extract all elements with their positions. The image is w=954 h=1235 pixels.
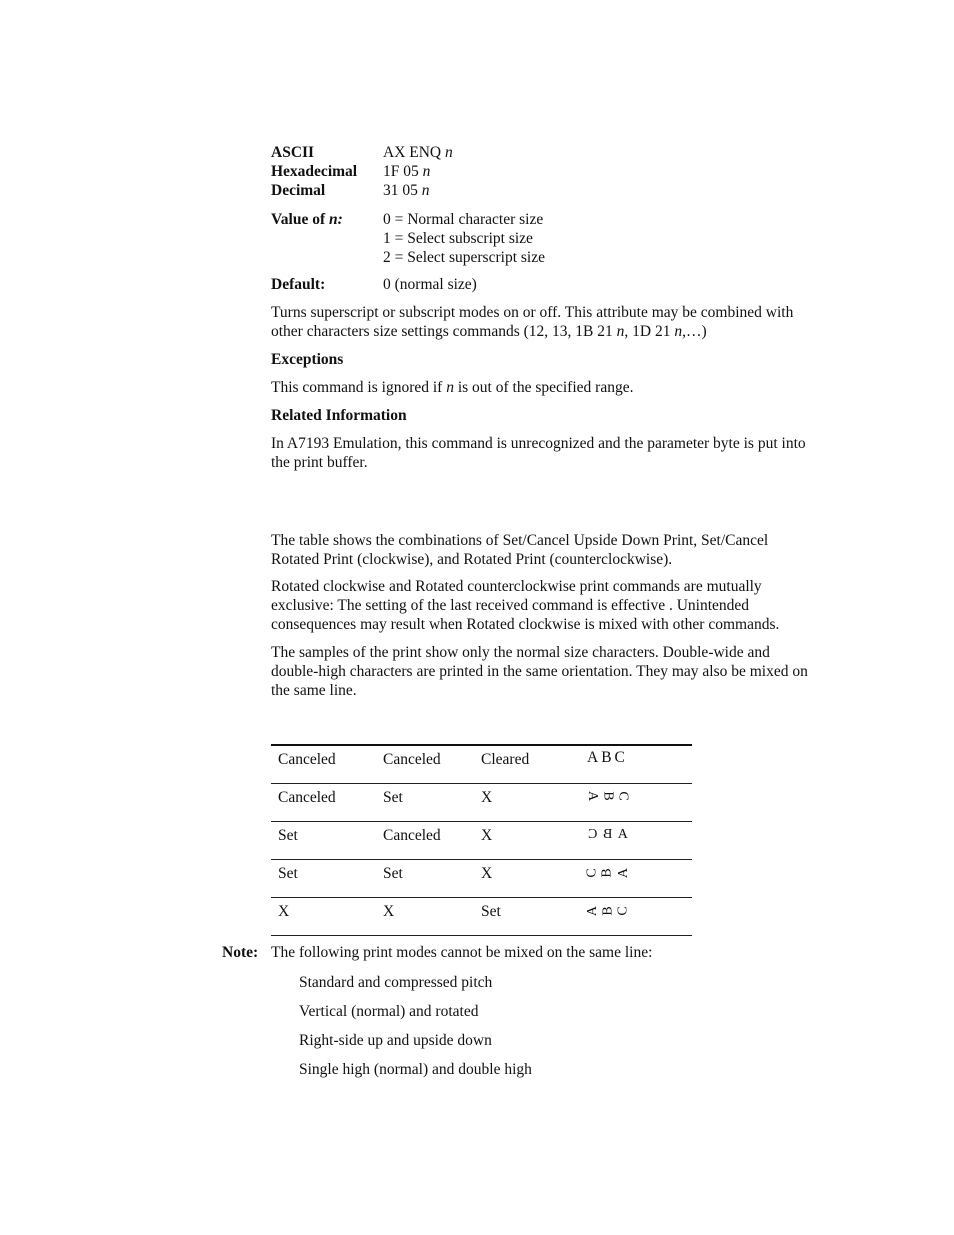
table-cell: Set xyxy=(376,784,474,822)
table-row xyxy=(271,745,692,784)
print-sample-clockwise xyxy=(580,784,692,822)
table-cell: X xyxy=(474,860,580,898)
note-item: Standard and compressed pitch xyxy=(299,974,493,991)
p1-line-2: Rotated Print (clockwise), and Rotated Print (counterclockwise). xyxy=(271,551,673,568)
table-cell: X xyxy=(474,784,580,822)
sample-char: C xyxy=(584,867,600,878)
decimal-label: Decimal xyxy=(271,182,326,199)
value-line-0: 0 = Normal character size xyxy=(383,211,544,228)
note-item: Single high (normal) and double high xyxy=(299,1061,532,1078)
table-cell: Set xyxy=(271,860,376,898)
description-line-1: Turns superscript or subscript modes on or off. This attribute may be combined with xyxy=(271,304,794,321)
rotation-paragraph-2 xyxy=(271,577,871,634)
table-row xyxy=(271,898,692,936)
table-row xyxy=(271,822,692,860)
exceptions-heading: Exceptions xyxy=(271,351,344,368)
table-cell: Canceled xyxy=(376,822,474,860)
sample-char: A xyxy=(587,749,600,766)
sample-char: C xyxy=(587,827,598,842)
note-label: Note: xyxy=(222,944,259,961)
print-sample-upside-down xyxy=(580,822,692,860)
p3-line-1: The samples of the print show only the normal size characters. Double-wide and xyxy=(271,644,770,661)
print-sample-upside-down-clockwise xyxy=(580,860,692,898)
print-sample-normal xyxy=(580,745,692,784)
default-label: Default: xyxy=(271,276,326,293)
hex-value: 1F 05 n xyxy=(383,163,431,180)
value-of-label: Value of n: xyxy=(271,211,343,228)
table-cell: Canceled xyxy=(376,745,474,784)
p2-line-2: exclusive: The setting of the last received command is effective . Unintended xyxy=(271,597,750,614)
note-item: Right-side up and upside down xyxy=(299,1032,492,1049)
sample-char: C xyxy=(616,791,632,802)
sample-char: A xyxy=(585,790,601,803)
table-cell: X xyxy=(474,822,580,860)
sample-char: B xyxy=(601,749,613,766)
sample-char: B xyxy=(600,791,616,802)
sample-char: C xyxy=(616,905,632,916)
decimal-value: 31 05 n xyxy=(383,182,430,199)
table-cell: Cleared xyxy=(474,745,580,784)
sample-char: C xyxy=(614,749,626,766)
table-cell: Canceled xyxy=(271,745,376,784)
table-cell: Set xyxy=(271,822,376,860)
table-cell: X xyxy=(271,898,376,936)
related-line-2: the print buffer. xyxy=(271,454,368,471)
print-sample-counterclockwise xyxy=(580,898,692,936)
p3-line-3: the same line. xyxy=(271,682,357,699)
rotation-table xyxy=(271,744,692,936)
table-cell: X xyxy=(376,898,474,936)
related-line-1: In A7193 Emulation, this command is unrecognized and the parameter byte is put into xyxy=(271,435,806,452)
sample-char: A xyxy=(585,904,601,917)
description xyxy=(271,303,871,341)
sample-char: B xyxy=(602,827,613,842)
hex-label: Hexadecimal xyxy=(271,163,358,180)
related-text xyxy=(271,434,871,472)
note-item: Vertical (normal) and rotated xyxy=(299,1003,479,1020)
table-row xyxy=(271,784,692,822)
rotation-paragraph-1 xyxy=(271,531,871,569)
table-cell: Set xyxy=(376,860,474,898)
p3-line-2: double-high characters are printed in the same orientation. They may also be mixed on xyxy=(271,663,808,680)
sample-char: A xyxy=(617,827,629,842)
sample-char: B xyxy=(600,905,616,916)
ascii-value: AX ENQ n xyxy=(383,144,453,161)
value-line-2: 2 = Select superscript size xyxy=(383,249,545,266)
exceptions-text: This command is ignored if n is out of the specified range. xyxy=(271,379,634,396)
table-row xyxy=(271,860,692,898)
note-text: The following print modes cannot be mixed on the same line: xyxy=(271,944,653,961)
p2-line-1: Rotated clockwise and Rotated counterclockwise print commands are mutually xyxy=(271,578,762,595)
ascii-label: ASCII xyxy=(271,144,315,161)
table-cell: Set xyxy=(474,898,580,936)
sample-char: B xyxy=(600,867,616,878)
default-value: 0 (normal size) xyxy=(383,276,477,293)
value-line-1: 1 = Select subscript size xyxy=(383,230,533,247)
p2-line-3: consequences may result when Rotated clockwise is mixed with other commands. xyxy=(271,616,780,633)
description-line-2: other characters size settings commands (12, 13, 1B 21 n, 1D 21 n,…) xyxy=(271,323,707,340)
related-heading: Related Information xyxy=(271,407,407,424)
sample-char: A xyxy=(615,866,631,879)
rotation-paragraph-3 xyxy=(271,643,871,700)
p1-line-1: The table shows the combinations of Set/Cancel Upside Down Print, Set/Cancel xyxy=(271,532,769,549)
table-cell: Canceled xyxy=(271,784,376,822)
